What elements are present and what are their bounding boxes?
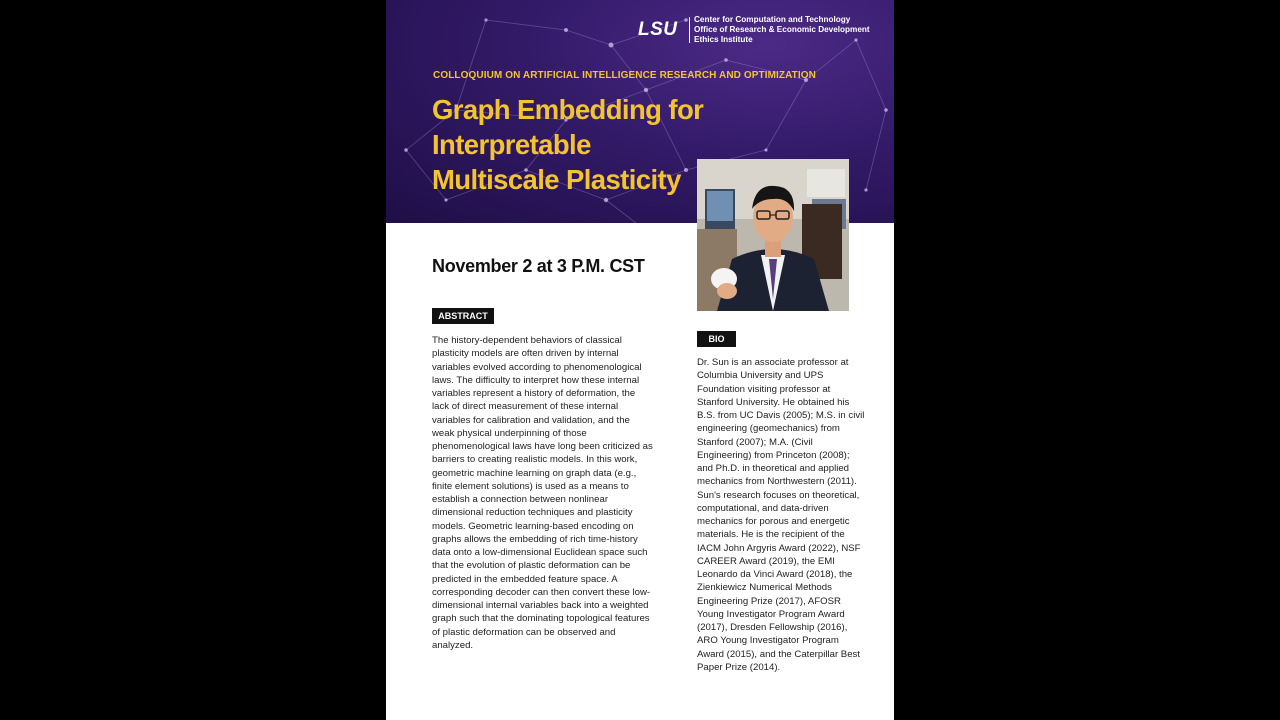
org-line-ored: Office of Research & Economic Development xyxy=(694,25,870,34)
talk-title-line-2: Multiscale Plasticity xyxy=(432,164,681,195)
abstract-text: The history-dependent behaviors of classical plasticity models are often driven by internal variables evolved according to phenomenological laws. The difficulty to interpret how these internal variables represent a history of deformation, the lack of direct measurement of these internal variables for calibration and validation, and the weak physical underpinning of those phenomenological laws have long been criticized as barriers to creating realistic models. In this work, geometric machine learning on graph data (e.g., finite element solutions) is used as a means to establish a connection between nonlinear dimensional reduction techniques and plasticity models. Geometric learning-based encoding on graphs allows the embedding of rich time-history data onto a low-dimensional Euclidean space such that the evolution of plastic deformation can be predicted in the embedded feature space. A corresponding decoder can then convert these low-dimensional internal variables back into a weighted graph such that the dominating topological features of plastic deformation can be observed and analyzed. xyxy=(432,335,653,651)
talk-title-line-1: Graph Embedding for Interpretable xyxy=(432,94,704,160)
org-line-cct: Center for Computation and Technology xyxy=(694,15,851,24)
bio-text: Dr. Sun is an associate professor at Columbia University and UPS Foundation visiting professor at Stanford University. He obtained his B.S. from UC Davis (2005); M.S. in civil engineering (geomechanics) from Stanford (2007); M.A. (Civil Engineering) from Princeton (2008); and Ph.D. in theoretical and applied mechanics from Northwestern (2011). Sun's research focuses on theoretical, computational, and data-driven mechanics for porous and energetic materials. He is the recipient of the IACM John Argyris Award (2022), NSF CAREER Award (2019), the EMI Leonardo da Vinci Award (2018), the Zienkiewicz Numerical Methods Engineering Prize (2017), AFOSR Young Investigator Program Award (2017), Dresden Fellowship (2016), ARO Young Investigator Program Award (2015), and the Caterpillar Best Paper Prize (2014). xyxy=(697,357,865,673)
bio-label: BIO xyxy=(697,331,736,347)
abstract-label: ABSTRACT xyxy=(432,308,494,324)
lsu-logo: LSU xyxy=(638,19,678,40)
logo-divider xyxy=(689,17,690,43)
organization-names xyxy=(694,15,870,45)
event-date: November 2 at 3 P.M. CST xyxy=(432,256,645,276)
org-line-ethics: Ethics Institute xyxy=(694,35,753,44)
speaker-photo xyxy=(697,159,849,311)
speaker-portrait-image xyxy=(697,159,849,311)
series-name: COLLOQUIUM ON ARTIFICIAL INTELLIGENCE RESEARCH AND OPTIMIZATION xyxy=(433,70,816,81)
colloquium-poster xyxy=(386,0,894,720)
